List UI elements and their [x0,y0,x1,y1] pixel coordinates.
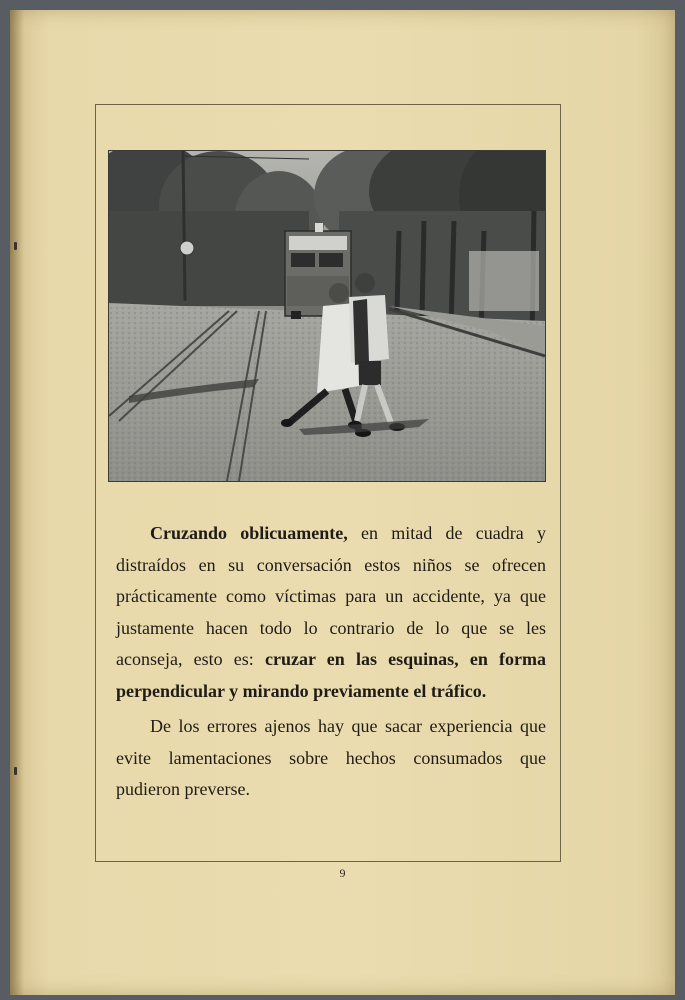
page-number: 9 [339,866,346,880]
paragraph-body-text: en mitad de cuadra y distraídos en su conversación estos niños se ofrecen prácticamente como víctimas para un accidente, ya que justamente hacen todo lo contrario de lo que se les aconseja, esto es: [116,523,547,669]
staple-mark [14,767,17,775]
advice-bold-text: cruzar en las esquinas, en forma perpendicular y mirando previamente el tráfico. [116,649,546,701]
staple-mark [14,242,17,250]
body-text [116,518,546,806]
street-crossing-photo [108,150,546,482]
street-scene-image [109,151,545,481]
lead-bold-text: Cruzando oblicuamente, [150,523,348,543]
paragraph-crossing-warning [116,518,546,707]
spine-shadow [10,10,24,995]
paragraph-lesson: De los errores ajenos hay que sacar experiencia que evite lamentaciones sobre hechos consumados que pudieron preverse. [116,716,546,799]
